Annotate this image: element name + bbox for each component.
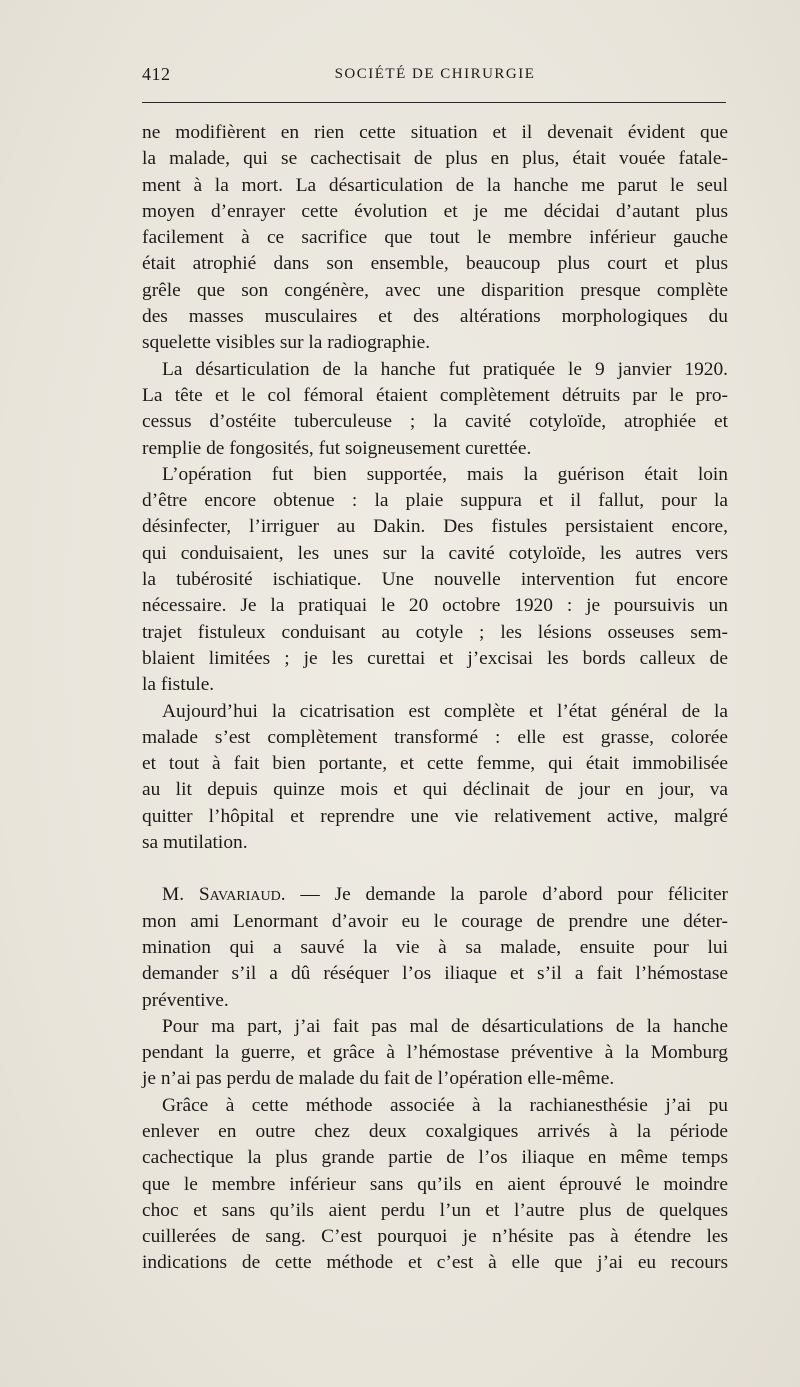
speaker-first-line-rest: . — Je demande la parole d’abord pour féliciter — [280, 884, 729, 906]
text-line: pendant la guerre, et grâce à l’hémostase préventive à la Momburg — [142, 1042, 728, 1064]
text-line: Grâce à cette méthode associée à la rachianesthésie j’ai pu — [162, 1094, 728, 1116]
text-line: était atrophié dans son ensemble, beaucoup plus court et plus — [142, 253, 728, 275]
text-line: enlever en outre chez deux coxalgiques arrivés à la période — [142, 1120, 728, 1142]
text-line: nécessaire. Je la pratiquai le 20 octobre 1920 : je poursuivis un — [142, 595, 728, 617]
text-line: trajet fistuleux conduisant au cotyle ; les lésions osseuses sem- — [142, 621, 728, 643]
text-line: et tout à fait bien portante, et cette femme, qui était immobilisée — [142, 753, 728, 775]
text-line: je n’ai pas perdu de malade du fait de l’opération elle-même. — [142, 1068, 615, 1090]
text-line: d’être encore obtenue : la plaie suppura et il fallut, pour la — [142, 490, 728, 512]
text-line: choc et sans qu’ils aient perdu l’un et l’autre plus de quelques — [142, 1199, 728, 1221]
text-line: cachectique la plus grande partie de l’os iliaque en même temps — [142, 1147, 728, 1169]
text-line: sa mutilation. — [142, 832, 248, 854]
text-line: au lit depuis quinze mois et qui déclinait de jour en jour, va — [142, 779, 728, 801]
text-line: ment à la mort. La désarticulation de la hanche me parut le seul — [142, 174, 728, 196]
text-line: mination qui a sauvé la vie à sa malade, ensuite pour lui — [142, 936, 728, 958]
text-line: Pour ma part, j’ai fait pas mal de désarticulations de la hanche — [162, 1015, 728, 1037]
text-line: squelette visibles sur la radiographie. — [142, 332, 431, 354]
text-line: quitter l’hôpital et reprendre une vie relativement active, malgré — [142, 805, 728, 827]
text-line: des masses musculaires et des altérations morphologiques du — [142, 306, 728, 328]
text-line: La tête et le col fémoral étaient complètement détruits par le pro- — [142, 384, 728, 406]
text-line: ne modifièrent en rien cette situation et il devenait évident que — [142, 122, 728, 143]
speaker-name: Savariaud — [198, 884, 281, 906]
text-line: blaient limitées ; je les curettai et j’excisai les bords calleux de — [142, 647, 728, 669]
text-line: cessus d’ostéite tuberculeuse ; la cavité cotyloïde, atrophiée et — [142, 411, 728, 433]
text-line: Aujourd’hui la cicatrisation est complète et l’état général de la — [162, 700, 728, 722]
text-line: demander s’il a dû réséquer l’os iliaque et s’il a fait l’hémostase — [142, 963, 728, 985]
text-line: désinfecter, l’irriguer au Dakin. Des fistules persistaient encore, — [142, 516, 728, 538]
text-line: mon ami Lenormant d’avoir eu le courage de prendre une déter- — [142, 910, 728, 932]
text-line: préventive. — [142, 989, 229, 1011]
text-line: la tubérosité ischiatique. Une nouvelle intervention fut encore — [142, 569, 728, 591]
text-line: moyen d’enrayer cette évolution et je me décidai d’autant plus — [142, 200, 728, 222]
text-line: la fistule. — [142, 674, 215, 696]
text-line: L’opération fut bien supportée, mais la guérison était loin — [162, 463, 728, 485]
speaker-line — [142, 882, 728, 908]
page-number: 412 — [142, 64, 171, 84]
running-title: SOCIÉTÉ DE CHIRURGIE — [334, 66, 536, 82]
text-line: la malade, qui se cachectisait de plus en plus, était vouée fatale- — [142, 148, 728, 170]
text-line: La désarticulation de la hanche fut pratiquée le 9 janvier 1920. — [162, 358, 728, 380]
text-line: que le membre inférieur sans qu’ils en aient éprouvé le moindre — [142, 1173, 728, 1195]
section-gap — [142, 856, 728, 882]
page-header — [142, 64, 728, 88]
text-line: facilement à ce sacrifice que tout le membre inférieur gauche — [142, 227, 728, 249]
text-line: indications de cette méthode et c’est à elle que j’ai eu recours — [142, 1252, 728, 1274]
text-line: qui conduisaient, les unes sur la cavité cotyloïde, les autres vers — [142, 542, 728, 564]
text-line: cuillerées de sang. C’est pourquoi je n’hésite pas à étendre les — [142, 1226, 728, 1248]
text-line: remplie de fongosités, fut soigneusement curettée. — [142, 437, 532, 459]
text-line: grêle que son congénère, avec une disparition presque complète — [142, 279, 728, 301]
header-rule — [142, 102, 726, 103]
text-line: malade s’est complètement transformé : elle est grasse, colorée — [142, 726, 728, 748]
speaker-prefix: M. — [162, 884, 199, 906]
body-text — [142, 120, 728, 1277]
